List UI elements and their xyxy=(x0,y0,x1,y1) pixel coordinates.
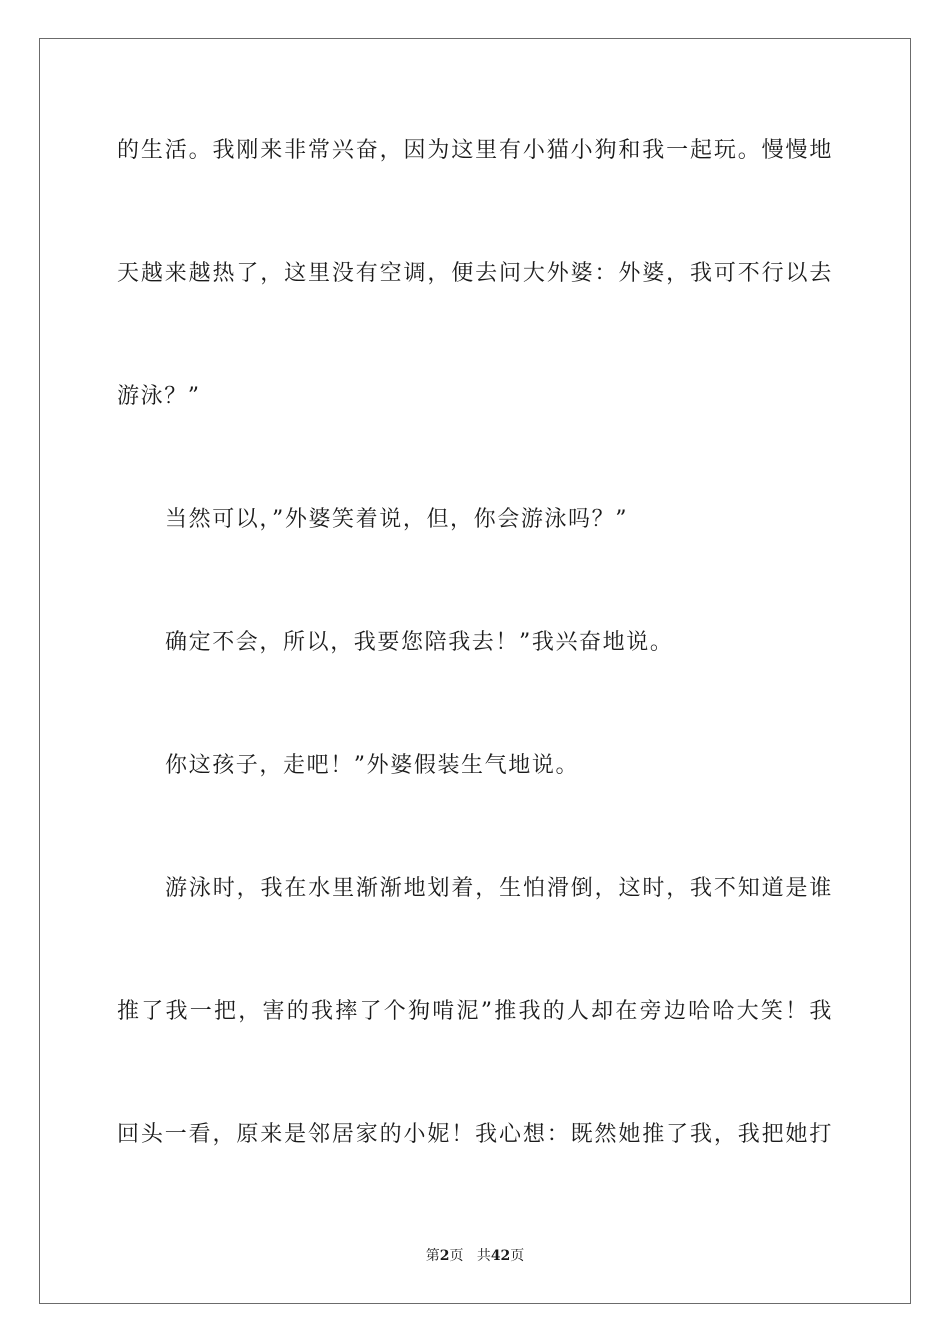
total-suffix: 页 xyxy=(510,1248,525,1264)
page-number: 2 xyxy=(439,1248,450,1264)
text-line: 游泳？” xyxy=(117,384,201,409)
text-line: 的生活。我刚来非常兴奋，因为这里有小猫小狗和我一起玩。慢慢地 xyxy=(117,138,833,163)
paragraph-start-line: 当然可以，”外婆笑着说，但，你会游泳吗？” xyxy=(165,507,629,532)
paragraph-start-line: 游泳时，我在水里渐渐地划着，生怕滑倒，这时，我不知道是谁 xyxy=(165,876,833,901)
total-pages: 42 xyxy=(490,1248,511,1264)
page-footer xyxy=(0,1246,950,1266)
text-line: 回头一看，原来是邻居家的小妮！我心想：既然她推了我，我把她打 xyxy=(117,1122,833,1147)
total-prefix: 共 xyxy=(476,1248,491,1264)
paragraph-start-line: 你这孩子，走吧！”外婆假装生气地说。 xyxy=(165,753,580,778)
page-suffix: 页 xyxy=(449,1248,464,1264)
page-prefix: 第 xyxy=(425,1248,440,1264)
text-line: 天越来越热了，这里没有空调，便去问大外婆：外婆，我可不行以去 xyxy=(117,261,833,286)
text-line: 推了我一把，害的我摔了个狗啃泥”推我的人却在旁边哈哈大笑！我 xyxy=(117,999,833,1024)
paragraph-start-line: 确定不会，所以，我要您陪我去！”我兴奋地说。 xyxy=(165,630,674,655)
page-border xyxy=(39,38,911,1304)
